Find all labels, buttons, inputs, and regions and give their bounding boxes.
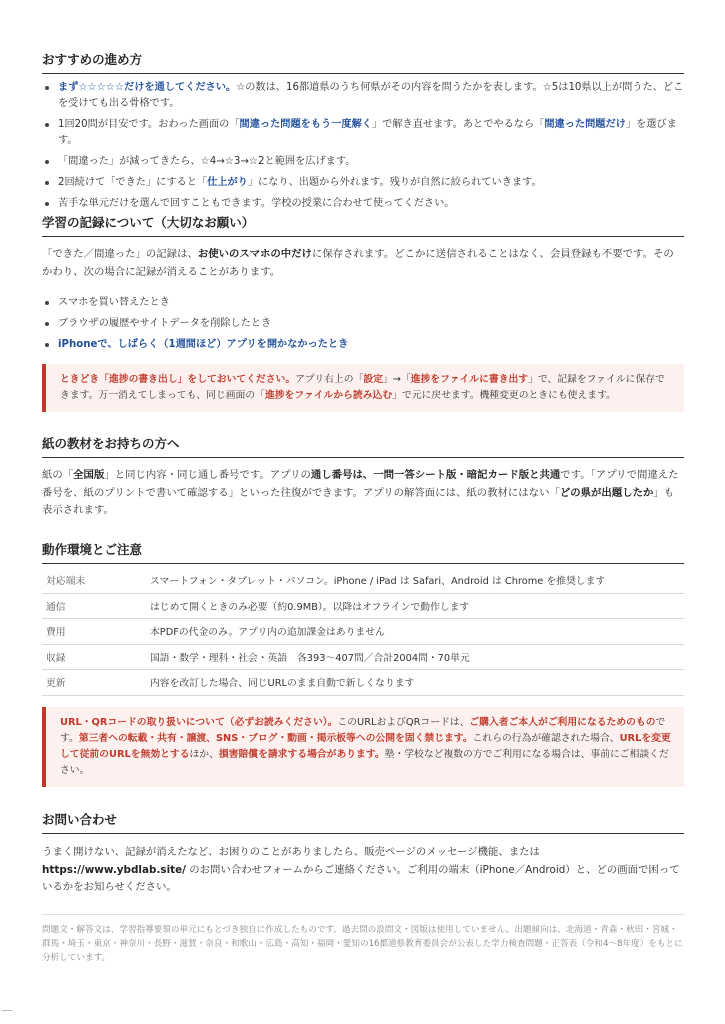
list-item [42, 154, 684, 170]
paragraph-text: 紙の「 [42, 469, 74, 481]
list-item [42, 337, 684, 353]
notice-text: アプリ右上の「 [295, 374, 364, 385]
paragraph-text: うまく開けない、記録が消えたなど、お困りのことがありましたら、販売ページのメッセージ機能、または [42, 846, 540, 858]
table-row [42, 644, 684, 670]
list-text: 「間違った」が減ってきたら、☆4→☆3→☆2と範囲を広げます。 [58, 156, 356, 167]
list-item [42, 316, 684, 332]
notice-heading: ときどき「進捗の書き出し」をしておいてください。 [60, 374, 296, 385]
notice-emphasis: 進捗をファイルから読み込む [264, 390, 393, 401]
notice-emphasis: 第三者への転載・共有・譲渡、SNS・ブログ・動画・掲示板等への公開を固く禁じます。 [78, 733, 473, 744]
table-key: 更新 [42, 670, 146, 696]
table-value: 国語・数学・理科・社会・英語 各393〜407問／合計2004問・70単元 [146, 644, 684, 670]
list-text: ブラウザの履歴やサイトデータを削除したとき [58, 318, 272, 329]
table-value: 本PDFの代金のみ。アプリ内の追加課金はありません [146, 619, 684, 645]
paragraph-text: 「できた／間違った」の記録は、 [42, 248, 198, 260]
table-key: 収録 [42, 644, 146, 670]
table-key: 対応端末 [42, 568, 146, 593]
paragraph-text: に保存されます。どこかに送信されることはなく、会員登録も不要です。そのかわり、次の場合に記録が消えることがあります。 [42, 248, 674, 278]
list-text: 2回続けて「できた」にすると「 [58, 177, 208, 188]
list-text: 1回20問が目安です。おわった画面の「 [58, 119, 240, 130]
notice-text: 」→「 [382, 374, 411, 385]
paragraph-text: のお問い合わせフォームからご連絡ください。ご利用の端末（iPhone／Android）と、どの画面で困っているかをお知らせください。 [42, 863, 680, 893]
list-item [42, 117, 684, 149]
record-list [42, 295, 684, 358]
list-item [42, 175, 684, 191]
notice-text: 」で元に戻せます。機種変更のときにも使えます。 [392, 390, 616, 401]
notice-emphasis: URLを変更して従前のURLを無効とする [60, 733, 671, 760]
section-title-howto: おすすめの進め方 [42, 50, 684, 74]
table-row [42, 619, 684, 645]
emphasis-text: 全国版 [73, 469, 105, 481]
notice-heading: URL・QRコードの取り扱いについて（必ずお読みください）。 [60, 717, 338, 728]
notice-text: これらの行為が確認された場合、 [472, 733, 620, 744]
notice-text: ほか、 [189, 749, 219, 760]
table-key: 通信 [42, 593, 146, 619]
emphasis-text: 間違った問題だけ [544, 119, 626, 130]
notice-text: 」で、記録をファイルに保存できます。万一消えてしまっても、同じ画面の「 [60, 374, 665, 401]
notice-text: このURLおよびQRコードは、 [337, 717, 470, 728]
emphasis-text: お使いのスマホの中だけ [197, 248, 312, 260]
notice-text: 塾・学校など複数の方でご利用になる場合は、事前にご相談ください。 [60, 749, 669, 776]
table-key: 費用 [42, 619, 146, 645]
list-text: 」を選びます。 [58, 119, 677, 146]
list-text: 」になり、出題から外れます。残りが自然に絞られていきます。 [247, 177, 542, 188]
table-row [42, 670, 684, 696]
table-value: はじめて開くときのみ必要（約0.9MB）。以降はオフラインで動作します [146, 593, 684, 619]
table-row [42, 568, 684, 593]
list-item [42, 295, 684, 311]
section-title-paper: 紙の教材をお持ちの方へ [42, 434, 684, 458]
emphasis-text: どの県が出題したか [559, 486, 654, 499]
emphasis-text: iPhoneで、しばらく（1週間ほど）アプリを開かなかったとき [58, 339, 349, 350]
list-text: スマホを買い替えたとき [58, 297, 170, 308]
footer-note: 問題文・解答文は、学習指導要領の単元にもとづき独自に作成したものです。過去問の設問文・図版は使用していません。出題傾向は、北海道・青森・秋田・宮城・群馬・埼玉・東京・神奈川・長野・滋賀・奈良・和歌山・広島・高知・福岡・愛知の16都道県教育委員会が公表した学力検査問題・正答表（令和4〜8年度）をもとに分析しています。 [42, 914, 684, 965]
notice-emphasis: ご購入者ご本人がご利用になるためのもの [469, 717, 656, 728]
paper-paragraph [42, 467, 684, 520]
url-notice [42, 707, 684, 787]
list-item [42, 196, 684, 212]
paragraph-text: です。「アプリで間違えた番号を、紙のプリントで書いて確認する」といった往復ができます。アプリの解答面には、紙の教材にはない「 [42, 469, 679, 499]
list-text: 苦手な単元だけを選んで回すこともできます。学校の授業に合わせて使ってください。 [58, 198, 455, 209]
notice-emphasis: 設定 [363, 374, 383, 385]
env-table [42, 568, 684, 696]
paragraph-text: 」も表示されます。 [42, 486, 675, 516]
table-value: 内容を改訂した場合、同じURLのまま自動で新しくなります [146, 670, 684, 696]
record-paragraph [42, 246, 684, 281]
emphasis-text: まず☆☆☆☆☆だけを通してください。 [58, 82, 237, 93]
list-text: 」で解き直せます。あとでやるなら「 [371, 119, 545, 130]
paragraph-text: 」と同じ内容・同じ通し番号です。アプリの [104, 469, 311, 481]
list-item [42, 80, 684, 112]
section-title-contact: お問い合わせ [42, 810, 684, 834]
notice-emphasis: 進捗をファイルに書き出す [410, 374, 529, 385]
contact-paragraph [42, 844, 684, 897]
list-text: ☆の数は、16都道県のうち何県がその内容を問うたかを表します。☆5は10県以上が問うた、どこを受けても出る骨格です。 [58, 82, 684, 109]
emphasis-text: 仕上がり [207, 177, 248, 188]
table-value: スマートフォン・タブレット・パソコン。iPhone / iPad は Safari、Android は Chrome を推奨します [146, 568, 684, 593]
emphasis-text: 通し番号は、一問一答シート版・暗記カード版と共通 [310, 469, 561, 481]
contact-url-link[interactable]: https://www.ybdlab.site/ [42, 863, 186, 876]
notice-emphasis: 損害賠償を請求する場合があります。 [218, 749, 385, 760]
notice-text: です。 [60, 717, 666, 744]
backup-notice [42, 364, 684, 412]
page-corner-mark [2, 1010, 12, 1011]
emphasis-text: 間違った問題をもう一度解く [239, 119, 372, 130]
section-title-record: 学習の記録について（大切なお願い） [42, 213, 684, 237]
section-title-env: 動作環境とご注意 [42, 540, 684, 564]
howto-list [42, 80, 684, 217]
table-row [42, 593, 684, 619]
